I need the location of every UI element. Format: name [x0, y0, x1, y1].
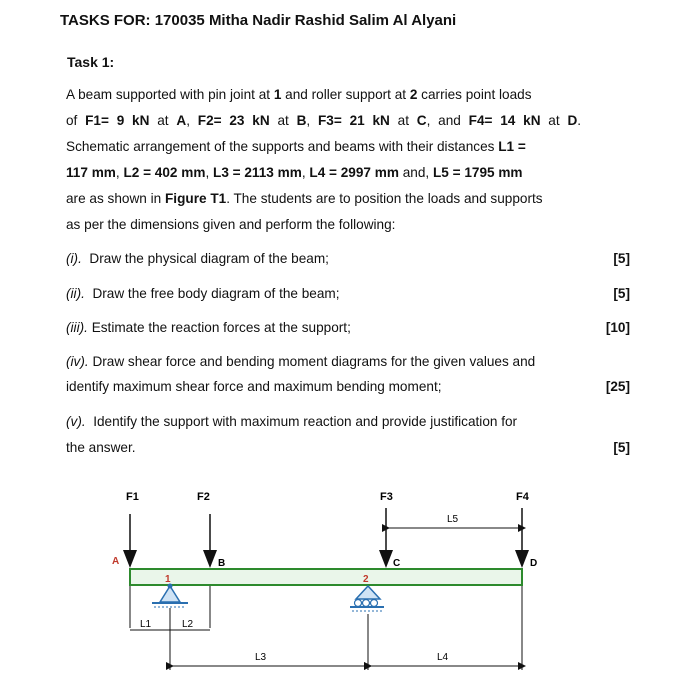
- load-label-f1: F1: [126, 491, 139, 503]
- support-label-1: 1: [165, 574, 171, 585]
- dim-label-l3: L3: [255, 652, 267, 663]
- bold-value: B: [296, 113, 307, 128]
- load-label-f4: F4: [516, 491, 529, 503]
- intro-line: [66, 191, 543, 206]
- item-marks: [5]: [613, 440, 630, 455]
- bold-value: F4= 14 kN: [468, 113, 541, 128]
- bold-value: 117 mm: [66, 165, 116, 180]
- load-arrow-f1: [123, 514, 137, 568]
- item-text: Draw the physical diagram of the beam;: [89, 251, 329, 266]
- support-label-2: 2: [363, 574, 369, 585]
- bold-value: 1: [273, 87, 282, 102]
- text-run: ,: [115, 165, 124, 180]
- item-text: Draw the free body diagram of the beam;: [92, 286, 340, 301]
- text-run: ,: [205, 165, 214, 180]
- bold-value: 2: [409, 87, 418, 102]
- item-number: (iv).: [66, 354, 89, 369]
- text-run: ,: [306, 113, 318, 128]
- task-item-4: [66, 354, 535, 369]
- item-marks: [5]: [613, 286, 630, 301]
- text-run: at: [149, 113, 177, 128]
- load-label-f2: F2: [197, 491, 210, 503]
- bold-value: F3= 21 kN: [317, 113, 390, 128]
- text-run: as per the dimensions given and perform the following:: [66, 217, 396, 232]
- item-text: Identify the support with maximum reaction and provide justification for: [93, 414, 518, 429]
- intro-line: [66, 139, 526, 154]
- text-run: ,: [301, 165, 310, 180]
- task-item-5: [66, 414, 517, 429]
- bold-value: L2 = 402 mm: [123, 165, 206, 180]
- text-run: are as shown in: [66, 191, 165, 206]
- load-label-f3: F3: [380, 491, 393, 503]
- text-run: at: [540, 113, 568, 128]
- point-label-b: B: [218, 558, 226, 569]
- item-number: (iii).: [66, 320, 88, 335]
- bold-value: C: [416, 113, 427, 128]
- task-item-1: [66, 251, 329, 266]
- task-item-3: [66, 320, 351, 335]
- beam-figure-t1: [0, 480, 700, 690]
- point-label-d: D: [530, 558, 538, 569]
- text-run: of: [66, 113, 86, 128]
- intro-line: [66, 217, 395, 232]
- item-number: (v).: [66, 414, 86, 429]
- item-text: Draw shear force and bending moment diagrams for the given values and: [92, 354, 536, 369]
- text-run: . The students are to position the loads and supports: [226, 191, 543, 206]
- bold-value: A: [176, 113, 187, 128]
- item-marks: [5]: [613, 251, 630, 266]
- load-arrow-f4: [515, 508, 529, 568]
- bold-value: L4 = 2997 mm: [309, 165, 399, 180]
- item-text: Estimate the reaction forces at the support;: [91, 320, 351, 335]
- text-run: Schematic arrangement of the supports and beams with their distances: [66, 139, 499, 154]
- point-label-a: A: [112, 556, 120, 567]
- load-arrow-f3: [379, 508, 393, 568]
- text-run: and,: [398, 165, 433, 180]
- bold-value: F2= 23 kN: [197, 113, 270, 128]
- pin-support-1: [152, 584, 188, 608]
- task-heading: TASKS FOR: 170035 Mitha Nadir Rashid Salim Al Alyani: [60, 12, 457, 29]
- item-marks: [25]: [605, 379, 630, 394]
- text-run: ,: [186, 113, 198, 128]
- dim-label-l2: L2: [182, 619, 194, 630]
- intro-line: [66, 165, 523, 180]
- task-label: Task 1:: [67, 54, 115, 70]
- bold-value: L5 = 1795 mm: [432, 165, 523, 180]
- beam: [130, 569, 522, 585]
- dim-label-l1: L1: [140, 619, 152, 630]
- text-run: , and: [426, 113, 469, 128]
- item-number: (ii).: [66, 286, 85, 301]
- bold-value: D: [567, 113, 578, 128]
- bold-value: F1= 9 kN: [85, 113, 150, 128]
- text-run: A beam supported with pin joint at: [66, 87, 274, 102]
- item-text: the answer.: [66, 440, 136, 455]
- text-run: carries point loads: [417, 87, 532, 102]
- roller-support-2: [350, 586, 384, 611]
- bold-value: L1 =: [498, 139, 526, 154]
- load-arrow-f2: [203, 514, 217, 568]
- task-item-2: [66, 286, 340, 301]
- bold-value: Figure T1: [165, 191, 227, 206]
- point-label-c: C: [393, 558, 401, 569]
- text-run: .: [577, 113, 582, 128]
- item-text: identify maximum shear force and maximum bending moment;: [66, 379, 442, 394]
- dim-label-l5: L5: [447, 514, 459, 525]
- text-run: and roller support at: [281, 87, 410, 102]
- intro-line: [66, 87, 532, 102]
- item-number: (i).: [66, 251, 82, 266]
- task-item-5-cont: [66, 440, 136, 455]
- text-run: at: [269, 113, 297, 128]
- intro-line: [66, 113, 581, 128]
- text-run: at: [389, 113, 417, 128]
- bold-value: L3 = 2113 mm: [213, 165, 302, 180]
- dim-label-l4: L4: [437, 652, 449, 663]
- task-item-4-cont: [66, 379, 442, 394]
- item-marks: [10]: [605, 320, 630, 335]
